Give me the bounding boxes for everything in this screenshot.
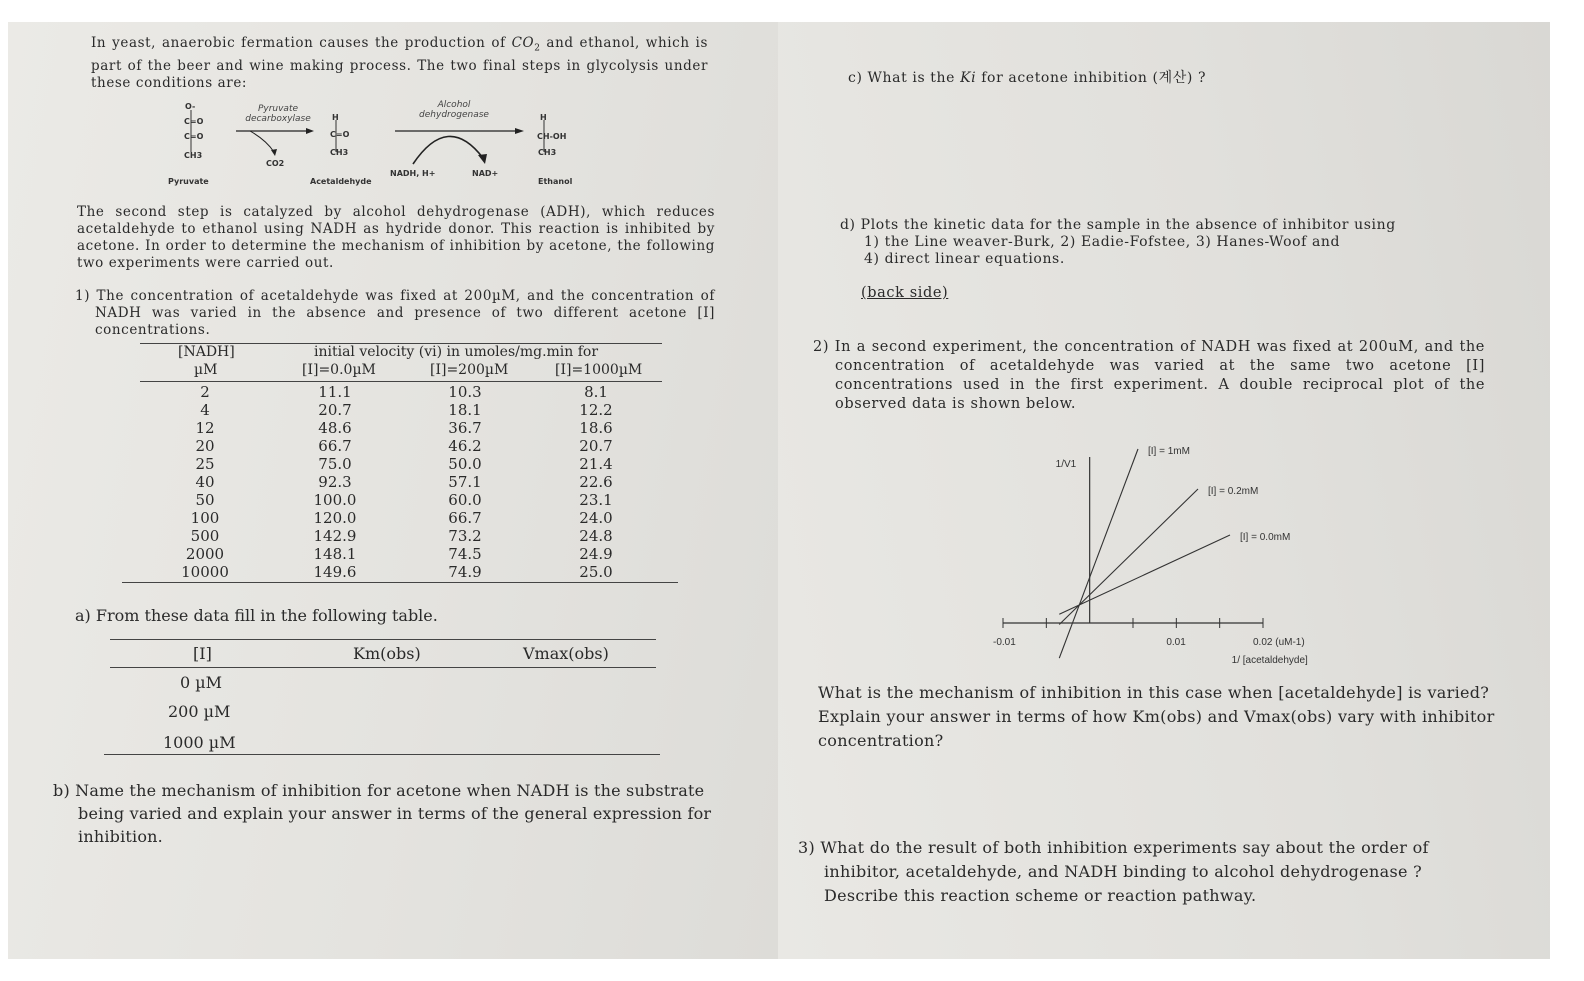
question-2: 2) In a second experiment, the concentration of NADH was fixed at 200uM, and the concentration of acetaldehyde was varied at the same two acetone [I] concentrations used in the first experiment. A double reciprocal plot of the observed data is shown below. xyxy=(813,339,1485,412)
table-cell: 142.9 xyxy=(313,527,357,545)
pyruvate-carbonyl: C=O xyxy=(184,132,204,141)
table2-header-km: Km(obs) xyxy=(353,644,421,663)
question-2-mechanism: What is the mechanism of inhibition in this case when [acetaldehyde] is varied? Explain your answer in terms of how Km(obs) and Vmax(obs) vary with inhibitor concentration? xyxy=(818,683,1495,750)
table2-header-i: [I] xyxy=(193,644,212,663)
pyruvate-decarboxylase-label: Pyruvate decarboxylase xyxy=(245,104,311,124)
table-row xyxy=(140,473,662,491)
ethanol-choh: CH-OH xyxy=(537,132,567,141)
question-d-line3: 4) direct linear equations. xyxy=(864,251,1065,267)
table-cell: 8.1 xyxy=(584,383,608,401)
table-row xyxy=(140,383,662,401)
table-cell: 50.0 xyxy=(448,455,482,473)
table-cell: 100 xyxy=(190,509,220,527)
series-label: [I] = 0.2mM xyxy=(1208,486,1259,497)
table-row xyxy=(140,545,662,563)
table1-header-nadh: [NADH] xyxy=(178,344,235,360)
left-page xyxy=(8,22,778,959)
ethanol-methyl: CH3 xyxy=(538,148,557,157)
table-cell: 2000 xyxy=(185,545,225,563)
nad-label: NAD+ xyxy=(472,169,499,178)
x-axis-label: 1/ [acetaldehyde] xyxy=(1231,655,1308,666)
table-cell: 74.5 xyxy=(448,545,482,563)
acetaldehyde-label: Acetaldehyde xyxy=(310,177,372,186)
table-cell: 500 xyxy=(190,527,220,545)
table-cell: 20.7 xyxy=(579,437,613,455)
table2-header-rule xyxy=(110,667,656,668)
double-reciprocal-plot xyxy=(993,427,1323,666)
table-cell: 40 xyxy=(195,473,215,491)
table-cell: 48.6 xyxy=(318,419,352,437)
table2-row-1000um: 1000 µM xyxy=(163,733,236,752)
x-tick-label: 0.02 (uM-1) xyxy=(1253,637,1305,648)
series-line-2 xyxy=(1059,535,1230,614)
table-cell: 73.2 xyxy=(448,527,482,545)
pyruvate-methyl: CH3 xyxy=(184,151,203,160)
table-cell: 120.0 xyxy=(313,509,357,527)
reaction-scheme xyxy=(158,100,618,192)
table-cell: 21.4 xyxy=(579,455,613,473)
table-cell: 24.9 xyxy=(579,545,613,563)
table-cell: 25 xyxy=(195,455,215,473)
acetaldehyde-h: H xyxy=(332,113,339,122)
question-d: d) Plots the kinetic data for the sample in the absence of inhibitor using xyxy=(840,217,1396,233)
table-cell: 60.0 xyxy=(448,491,482,509)
table-cell: 12.2 xyxy=(579,401,613,419)
pyruvate-label: Pyruvate xyxy=(168,177,209,186)
y-axis-label: 1/V1 xyxy=(1055,459,1077,470)
series-line-0 xyxy=(1059,449,1138,658)
table-row xyxy=(140,419,662,437)
table-cell: 148.1 xyxy=(313,545,357,563)
table1-header-rule xyxy=(140,381,662,382)
table-cell: 20 xyxy=(195,437,215,455)
table-cell: 66.7 xyxy=(318,437,352,455)
table-cell: 100.0 xyxy=(313,491,357,509)
table2-header-vmax: Vmax(obs) xyxy=(523,644,609,663)
table-cell: 36.7 xyxy=(448,419,482,437)
table-cell: 24.0 xyxy=(579,509,613,527)
table-row xyxy=(140,491,662,509)
table1-col-1000um: [I]=1000µM xyxy=(555,362,643,378)
pyruvate-carboxyl: C=O xyxy=(184,117,204,126)
table-cell: 4 xyxy=(200,401,210,419)
table-cell: 18.6 xyxy=(579,419,613,437)
right-page xyxy=(778,22,1550,959)
intro-paragraph: In yeast, anaerobic fermation causes the production of $CO_2$ and ethanol, which is part of the beer and wine making process. The two final steps in glycolysis under these conditions are: xyxy=(91,35,708,91)
table-row xyxy=(140,455,662,473)
question-c: c) What is the Ki for acetone inhibition (계산) ? xyxy=(848,70,1207,86)
table-cell: 2 xyxy=(200,383,210,401)
second-step-paragraph: The second step is catalyzed by alcohol dehydrogenase (ADH), which reduces acetaldehyde to ethanol using NADH as hydride donor. This reaction is inhibited by acetone. In order to determine the mechanism of inhibition by acetone, the following two experiments were carried out. xyxy=(77,204,715,271)
table-cell: 10000 xyxy=(181,563,229,581)
back-side-note: (back side) xyxy=(861,285,949,301)
table-cell: 20.7 xyxy=(318,401,352,419)
table1-unit-um: µM xyxy=(194,362,218,378)
series-label: [I] = 0.0mM xyxy=(1240,532,1291,543)
table-cell: 18.1 xyxy=(448,401,482,419)
table2-row-0um: 0 µM xyxy=(180,673,223,692)
table1-col-200um: [I]=200µM xyxy=(430,362,509,378)
table-cell: 50 xyxy=(195,491,215,509)
table2-bottom-rule xyxy=(104,754,660,755)
x-tick-label: 0.01 xyxy=(1166,637,1186,648)
ethanol-label: Ethanol xyxy=(538,177,573,186)
table-cell: 25.0 xyxy=(579,563,613,581)
table-row xyxy=(140,509,662,527)
question-b: b) Name the mechanism of inhibition for acetone when NADH is the substrate being varied and explain your answer in terms of the general expression for inhibition. xyxy=(53,781,712,846)
alcohol-dehydrogenase-label: Alcohol dehydrogenase xyxy=(419,100,489,120)
table-row xyxy=(140,437,662,455)
acetaldehyde-carbonyl: C=O xyxy=(330,130,350,139)
table-row xyxy=(140,563,662,581)
table-row xyxy=(140,401,662,419)
table-cell: 74.9 xyxy=(448,563,482,581)
table-cell: 24.8 xyxy=(579,527,613,545)
question-3: 3) What do the result of both inhibition experiments say about the order of inhibitor, acetaldehyde, and NADH binding to alcohol dehydrogenase ? Describe this reaction scheme or reaction pathway. xyxy=(798,838,1429,905)
acetaldehyde-methyl: CH3 xyxy=(330,148,349,157)
table-row xyxy=(140,527,662,545)
table-cell: 66.7 xyxy=(448,509,482,527)
table2-row-200um: 200 µM xyxy=(168,702,231,721)
table-cell: 149.6 xyxy=(313,563,357,581)
table-cell: 10.3 xyxy=(448,383,482,401)
table-cell: 57.1 xyxy=(448,473,482,491)
question-1: 1) The concentration of acetaldehyde was fixed at 200µM, and the concentration of NADH was varied in the absence and presence of two different acetone [I] concentrations. xyxy=(75,288,715,338)
co2-label: CO2 xyxy=(266,159,285,168)
table-cell: 11.1 xyxy=(318,383,352,401)
plot-svg xyxy=(993,427,1323,666)
nadh-label: NADH, H+ xyxy=(390,169,436,178)
ethanol-h: H xyxy=(540,113,547,122)
table1-bottom-rule xyxy=(122,582,678,583)
question-d-line2: 1) the Line weaver-Burk, 2) Eadie-Fofstee, 3) Hanes-Woof and xyxy=(864,234,1341,250)
table2-top-rule xyxy=(110,639,656,640)
x-tick-label: -0.01 xyxy=(993,637,1016,648)
series-label: [I] = 1mM xyxy=(1148,446,1190,457)
table-cell: 23.1 xyxy=(579,491,613,509)
table1-col-0um: [I]=0.0µM xyxy=(302,362,376,378)
table1-header-velocity: initial velocity (vi) in umoles/mg.min for xyxy=(314,344,599,360)
velocity-table xyxy=(140,383,662,581)
table-cell: 75.0 xyxy=(318,455,352,473)
table-cell: 46.2 xyxy=(448,437,482,455)
question-a: a) From these data fill in the following table. xyxy=(75,606,438,625)
pyruvate-o-minus: O- xyxy=(185,102,196,111)
table-cell: 12 xyxy=(195,419,215,437)
table-cell: 92.3 xyxy=(318,473,352,491)
table-cell: 22.6 xyxy=(579,473,613,491)
